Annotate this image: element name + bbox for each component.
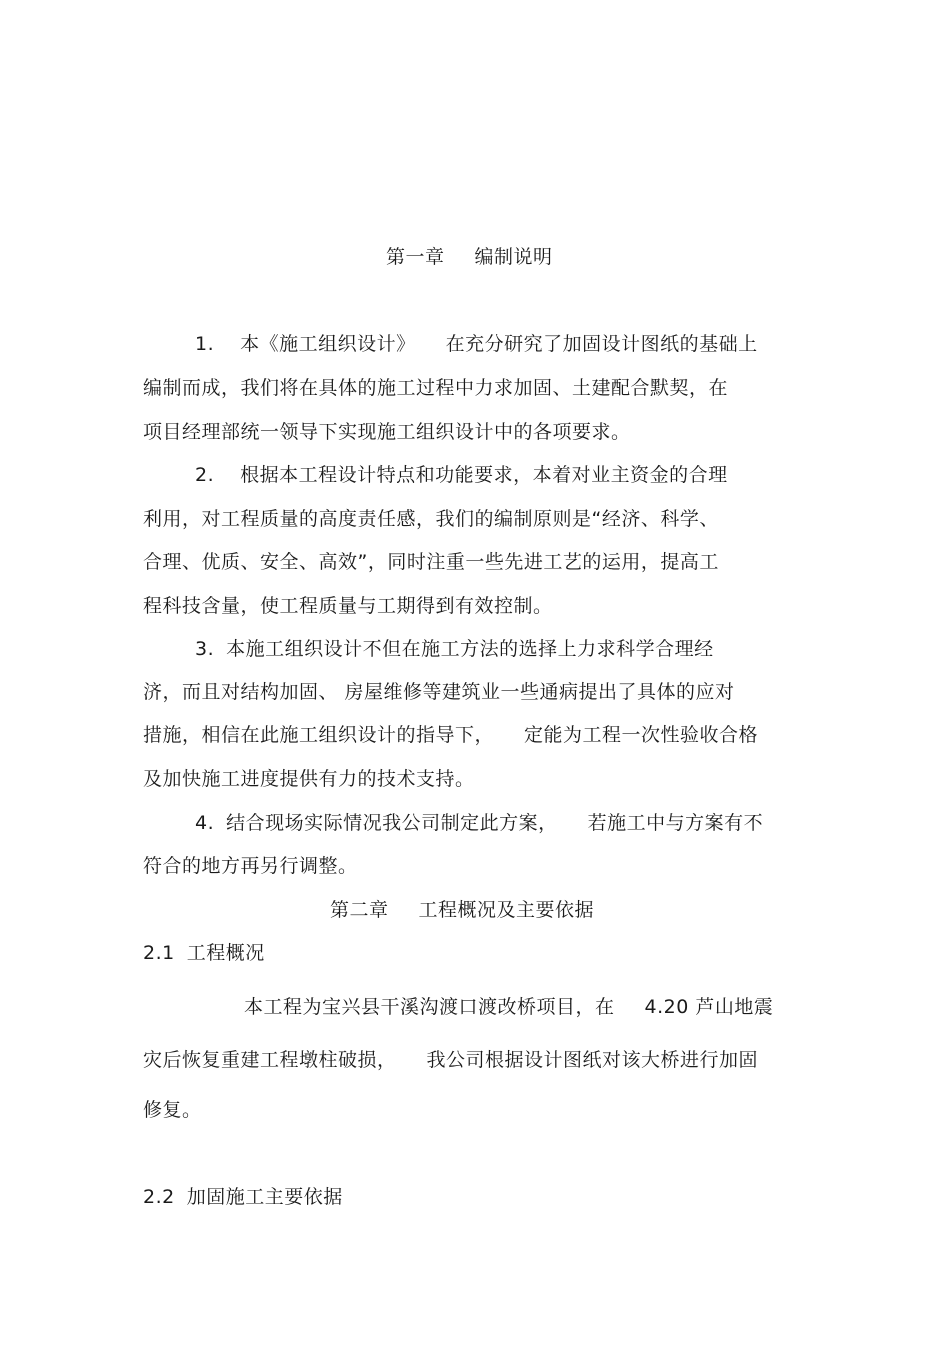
para-3-line-1 <box>195 637 714 661</box>
section-2-1-heading <box>143 941 265 965</box>
para-1-text-a: 本《施工组织设计》 <box>240 333 416 355</box>
para-1-text-b: 在充分研究了加固设计图纸的基础上 <box>445 333 758 355</box>
para-2-line-2: 利用，对工程质量的高度责任感，我们的编制原则是“经济、科学、 <box>143 508 719 530</box>
section-2-1-line-2 <box>143 1048 758 1072</box>
para-2-line-1 <box>195 463 728 487</box>
para-4-number: 4. <box>195 812 215 834</box>
para-4-text-b: 若施工中与方案有不 <box>587 812 764 834</box>
section-2-2-title: 加固施工主要依据 <box>186 1186 343 1208</box>
para-4-line-1 <box>195 811 763 835</box>
para-3-text-b: 定能为工程一次性验收合格 <box>524 724 759 746</box>
chapter-2-title: 工程概况及主要依据 <box>418 899 595 921</box>
para-4-line-2: 符合的地方再另行调整。 <box>143 855 358 877</box>
para-3-number: 3. <box>195 638 215 660</box>
para-2-line-4: 程科技含量，使工程质量与工期得到有效控制。 <box>143 595 553 617</box>
section-2-1-text-c: 灾后恢复重建工程墩柱破损， <box>143 1049 397 1071</box>
section-2-2-heading <box>143 1185 343 1209</box>
para-4-text-a: 结合现场实际情况我公司制定此方案， <box>226 812 558 834</box>
section-2-2-number: 2.2 <box>143 1186 175 1208</box>
para-2-line-3: 合理、优质、安全、高效”，同时注重一些先进工艺的运用，提高工 <box>143 551 719 573</box>
para-1-line-2: 编制而成，我们将在具体的施工过程中力求加固、土建配合默契，在 <box>143 377 729 399</box>
para-1-number: 1. <box>195 333 215 355</box>
section-2-1-text-a: 本工程为宝兴县干溪沟渡口渡改桥项目，在 <box>244 996 615 1018</box>
para-3-text-a: 措施，相信在此施工组织设计的指导下， <box>143 724 495 746</box>
para-3-text: 本施工组织设计不但在施工方法的选择上力求科学合理经 <box>226 638 714 660</box>
para-3-line-4: 及加快施工进度提供有力的技术支持。 <box>143 768 475 790</box>
chapter-2-number: 第二章 <box>330 899 389 921</box>
section-2-1-text-d: 我公司根据设计图纸对该大桥进行加固 <box>426 1049 759 1071</box>
para-3-line-3 <box>143 723 758 747</box>
section-2-1-text-b: 4.20 芦山地震 <box>644 996 774 1018</box>
chapter-1-number: 第一章 <box>386 246 445 268</box>
section-2-1-title: 工程概况 <box>186 942 265 964</box>
para-1-line-3: 项目经理部统一领导下实现施工组织设计中的各项要求。 <box>143 421 631 443</box>
chapter-2-heading <box>330 898 594 922</box>
section-2-1-line-3: 修复。 <box>143 1099 202 1121</box>
para-3-line-2: 济，而且对结构加固、 房屋维修等建筑业一些通病提出了具体的应对 <box>143 681 735 703</box>
para-2-text: 根据本工程设计特点和功能要求，本着对业主资金的合理 <box>240 464 728 486</box>
section-2-1-line-1 <box>244 995 773 1019</box>
chapter-1-heading <box>386 245 553 269</box>
chapter-1-title: 编制说明 <box>474 246 553 268</box>
section-2-1-number: 2.1 <box>143 942 175 964</box>
para-2-number: 2. <box>195 464 215 486</box>
para-1-line-1 <box>195 332 758 356</box>
